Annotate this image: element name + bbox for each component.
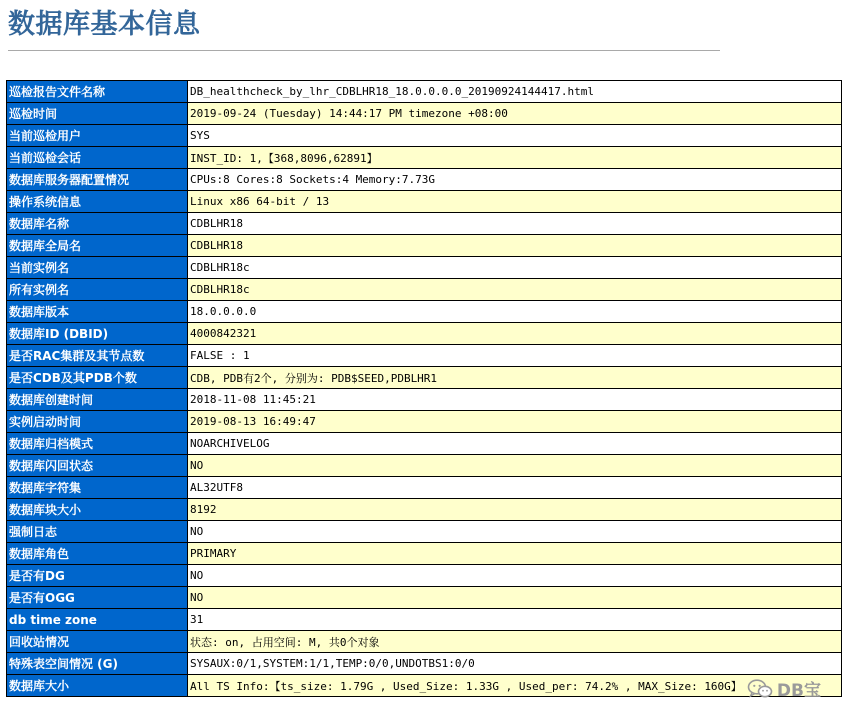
- row-label: 数据库名称: [7, 213, 188, 235]
- row-label: 实例启动时间: [7, 411, 188, 433]
- table-row: [7, 257, 842, 279]
- row-label: 当前巡检会话: [7, 147, 188, 169]
- row-value: CDBLHR18: [188, 235, 842, 257]
- table-row: [7, 477, 842, 499]
- table-row: [7, 587, 842, 609]
- row-value: CDB, PDB有2个, 分别为: PDB$SEED,PDBLHR1: [188, 367, 842, 389]
- row-value: 31: [188, 609, 842, 631]
- row-label: 巡检报告文件名称: [7, 81, 188, 103]
- row-value: SYS: [188, 125, 842, 147]
- row-label: 所有实例名: [7, 279, 188, 301]
- watermark: [747, 676, 821, 701]
- table-row: [7, 323, 842, 345]
- row-value: CPUs:8 Cores:8 Sockets:4 Memory:7.73G: [188, 169, 842, 191]
- row-label: 回收站情况: [7, 631, 188, 653]
- row-value: NO: [188, 521, 842, 543]
- row-value: 4000842321: [188, 323, 842, 345]
- table-row: [7, 433, 842, 455]
- row-label: 数据库服务器配置情况: [7, 169, 188, 191]
- row-label: 数据库ID (DBID): [7, 323, 188, 345]
- row-label: 是否RAC集群及其节点数: [7, 345, 188, 367]
- table-row: [7, 455, 842, 477]
- table-row: [7, 147, 842, 169]
- row-value: CDBLHR18c: [188, 257, 842, 279]
- row-value: 状态: on, 占用空间: M, 共0个对象: [188, 631, 842, 653]
- table-row: [7, 367, 842, 389]
- row-value: 2019-08-13 16:49:47: [188, 411, 842, 433]
- row-value: 8192: [188, 499, 842, 521]
- row-label: 是否CDB及其PDB个数: [7, 367, 188, 389]
- wechat-icon: [747, 679, 773, 699]
- row-value: NO: [188, 455, 842, 477]
- table-row: [7, 103, 842, 125]
- row-value: Linux x86 64-bit / 13: [188, 191, 842, 213]
- title-divider: [8, 50, 720, 51]
- row-label: 强制日志: [7, 521, 188, 543]
- row-value: CDBLHR18: [188, 213, 842, 235]
- row-label: 数据库闪回状态: [7, 455, 188, 477]
- table-row: [7, 411, 842, 433]
- row-value: CDBLHR18c: [188, 279, 842, 301]
- row-value: NOARCHIVELOG: [188, 433, 842, 455]
- table-row: [7, 345, 842, 367]
- row-value: SYSAUX:0/1,SYSTEM:1/1,TEMP:0/0,UNDOTBS1:0/0: [188, 653, 842, 675]
- row-label: 操作系统信息: [7, 191, 188, 213]
- row-value: 18.0.0.0.0: [188, 301, 842, 323]
- table-row: [7, 81, 842, 103]
- row-label: 数据库角色: [7, 543, 188, 565]
- row-label: 当前巡检用户: [7, 125, 188, 147]
- table-row: [7, 169, 842, 191]
- table-row: [7, 543, 842, 565]
- row-value: 2018-11-08 11:45:21: [188, 389, 842, 411]
- table-row: [7, 631, 842, 653]
- table-row: [7, 675, 842, 697]
- row-value: AL32UTF8: [188, 477, 842, 499]
- table-row: [7, 191, 842, 213]
- watermark-text: DB宝: [776, 681, 821, 701]
- row-value: DB_healthcheck_by_lhr_CDBLHR18_18.0.0.0.0_20190924144417.html: [188, 81, 842, 103]
- table-row: [7, 235, 842, 257]
- row-label: 数据库块大小: [7, 499, 188, 521]
- table-row: [7, 499, 842, 521]
- row-label: 数据库大小: [7, 675, 188, 697]
- row-label: 数据库创建时间: [7, 389, 188, 411]
- db-info-table-body: [7, 81, 842, 697]
- row-value: NO: [188, 565, 842, 587]
- table-row: [7, 653, 842, 675]
- row-label: 是否有DG: [7, 565, 188, 587]
- db-info-table: [6, 80, 842, 697]
- row-label: db time zone: [7, 609, 188, 631]
- table-row: [7, 301, 842, 323]
- row-label: 数据库归档模式: [7, 433, 188, 455]
- table-row: [7, 213, 842, 235]
- row-label: 当前实例名: [7, 257, 188, 279]
- row-value: 2019-09-24 (Tuesday) 14:44:17 PM timezone +08:00: [188, 103, 842, 125]
- page-title: 数据库基本信息: [8, 9, 201, 40]
- row-label: 巡检时间: [7, 103, 188, 125]
- row-label: 数据库版本: [7, 301, 188, 323]
- table-row: [7, 565, 842, 587]
- row-label: 数据库全局名: [7, 235, 188, 257]
- row-label: 特殊表空间情况 (G): [7, 653, 188, 675]
- table-row: [7, 389, 842, 411]
- row-value: All TS Info:【ts_size: 1.79G , Used_Size: 1.33G , Used_per: 74.2% , MAX_Size: 160G】: [188, 675, 842, 697]
- table-row: [7, 279, 842, 301]
- table-row: [7, 609, 842, 631]
- row-value: NO: [188, 587, 842, 609]
- row-label: 是否有OGG: [7, 587, 188, 609]
- table-row: [7, 125, 842, 147]
- row-label: 数据库字符集: [7, 477, 188, 499]
- row-value: INST_ID: 1,【368,8096,62891】: [188, 147, 842, 169]
- table-row: [7, 521, 842, 543]
- row-value: FALSE : 1: [188, 345, 842, 367]
- row-value: PRIMARY: [188, 543, 842, 565]
